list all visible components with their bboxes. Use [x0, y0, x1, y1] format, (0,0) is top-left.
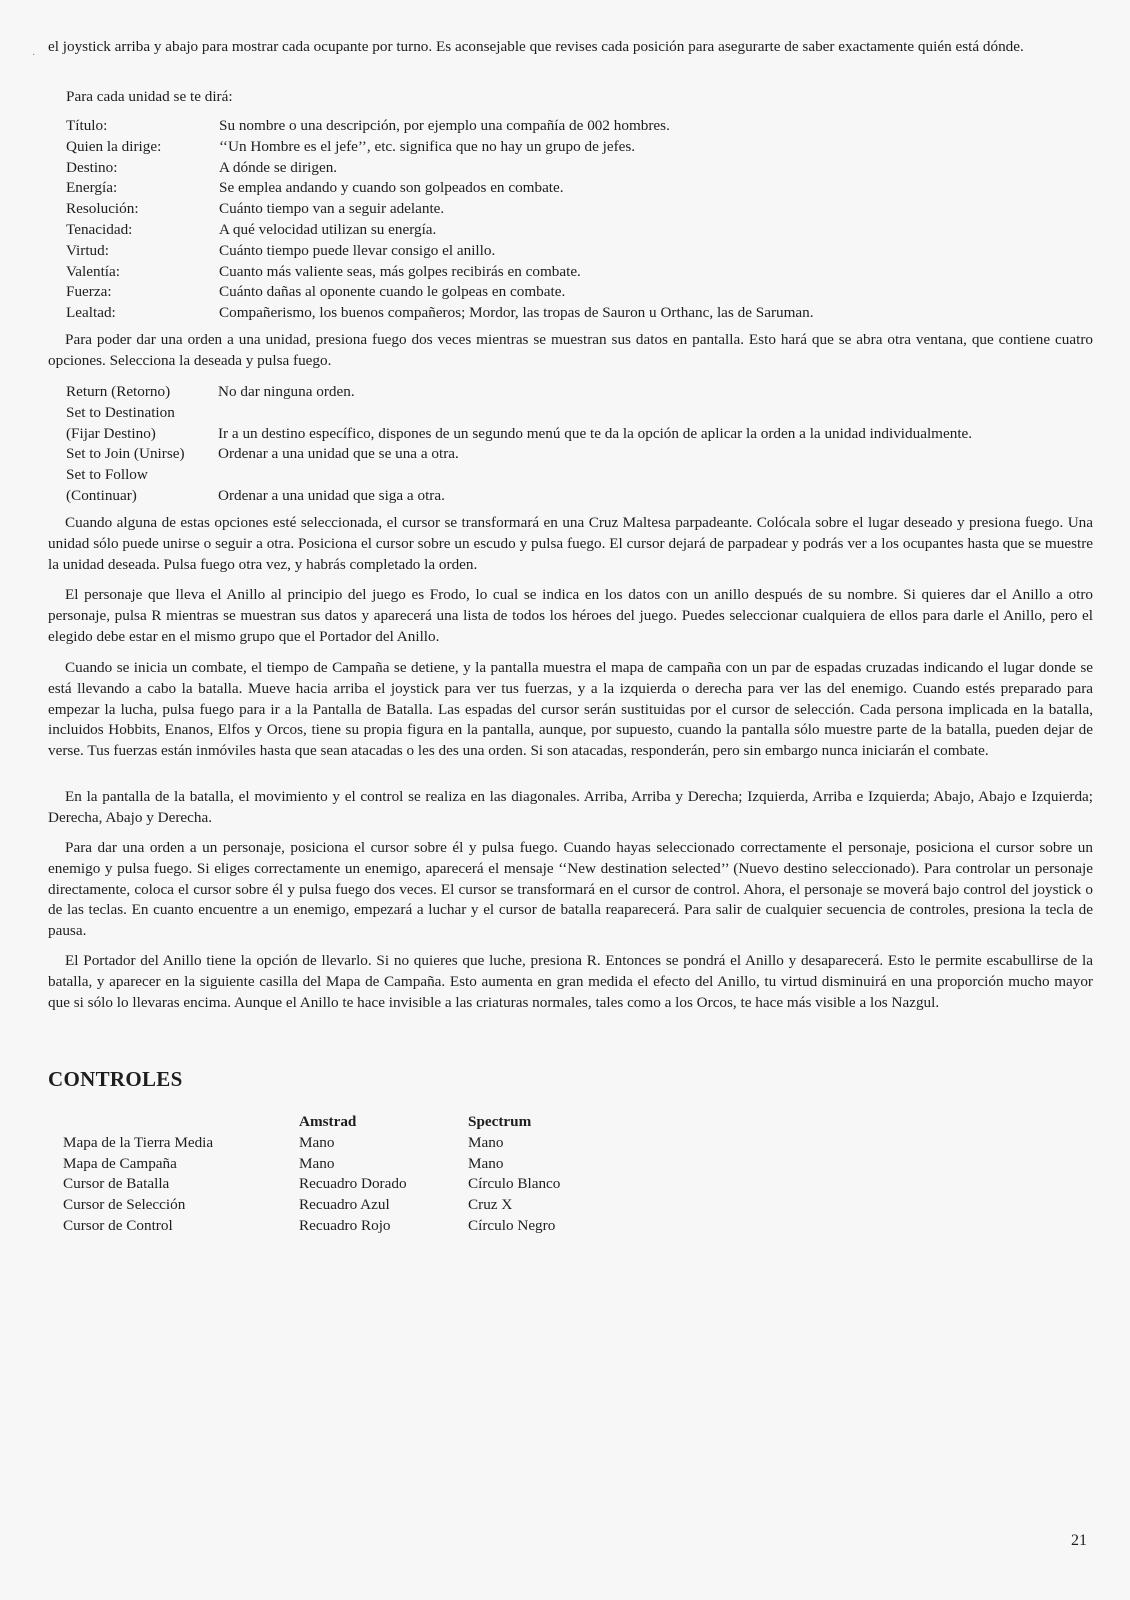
option-desc: Ir a un destino específico, dispones de un segundo menú que te da la opción de aplicar la orden a la unidad individualmente.	[218, 424, 973, 442]
list-item	[66, 262, 1096, 283]
header-spectrum: Spectrum	[468, 1113, 532, 1130]
unit-info-desc: Cuánto tiempo van a seguir adelante.	[219, 200, 445, 218]
list-item	[66, 465, 1096, 486]
control-amstrad: Recuadro Dorado	[299, 1175, 407, 1193]
unit-info-list	[66, 116, 1096, 324]
option-term: (Continuar)	[66, 486, 137, 504]
control-amstrad: Mano	[299, 1154, 335, 1172]
paragraph-intro: el joystick arriba y abajo para mostrar cada ocupante por turno. Es aconsejable que revises cada posición para asegurarte de saber exactamente quién está dónde.	[48, 38, 1024, 55]
table-row	[63, 1195, 628, 1216]
margin-dot: ·	[32, 50, 36, 61]
option-term: Set to Join (Unirse)	[66, 445, 185, 463]
table-row	[63, 1174, 628, 1195]
unit-info-desc: Cuanto más valiente seas, más golpes recibirás en combate.	[219, 262, 581, 280]
list-item	[66, 424, 1096, 445]
order-options-list	[66, 382, 1096, 507]
unit-info-term: Fuerza:	[66, 283, 112, 301]
paragraph-character-orders: Para dar una orden a un personaje, posiciona el cursor sobre él y pulsa fuego. Cuando hayas seleccionado correctamente el personaje, posiciona el cursor sobre un enemigo y pulsa fuego. Si eliges correctamente un enemigo, aparecerá el mensaje ‘‘New destination selected’’ (Nuevo destino seleccionado). Para controlar un personaje directamente, coloca el cursor sobre él y pulsa fuego dos veces. El cursor se transformará en el cursor de control. Ahora, el personaje se moverá bajo control del joystick o de las teclas. En cuanto encuentre a un enemigo, empezará a luchar y el cursor de batalla reaparecerá. Para salir de cualquier secuencia de controles, presiona la tecla de pausa.	[48, 839, 1093, 940]
list-item	[66, 137, 1096, 158]
controls-table	[63, 1112, 628, 1237]
unit-info-desc: Su nombre o una descripción, por ejemplo una compañía de 002 hombres.	[219, 117, 670, 134]
list-item	[66, 282, 1096, 303]
paragraph-movement: En la pantalla de la batalla, el movimiento y el control se realiza en las diagonales. Arriba, Arriba y Derecha; Izquierda, Arriba e Izquierda; Abajo, Abajo e Izquierda; Derecha, Abajo y Derecha.	[48, 788, 1093, 826]
table-header-row	[63, 1112, 628, 1133]
list-item	[66, 403, 1096, 424]
header-amstrad: Amstrad	[299, 1113, 357, 1130]
unit-info-desc: Cuánto dañas al oponente cuando le golpeas en combate.	[219, 283, 566, 301]
option-desc: Ordenar a una unidad que se una a otra.	[218, 445, 459, 463]
unit-info-term: Quien la dirige:	[66, 137, 162, 155]
paragraph-orders: Para poder dar una orden a una unidad, presiona fuego dos veces mientras se muestran sus datos en pantalla. Esto hará que se abra otra ventana, que contiene cuatro opciones. Selecciona la deseada y pulsa fuego.	[48, 331, 1093, 369]
control-item: Mapa de la Tierra Media	[63, 1133, 214, 1151]
page-number: 21	[1071, 1532, 1087, 1549]
list-item	[66, 382, 1096, 403]
paragraph-maltese-cross: Cuando alguna de estas opciones esté seleccionada, el cursor se transformará en una Cruz Maltesa parpadeante. Colócala sobre el lugar deseado y presiona fuego. Una unidad sólo puede unirse o seguir a otra. Posiciona el cursor sobre un escudo y pulsa fuego. El cursor dejará de parpadear y podrás ver a los ocupantes hasta que se muestre la unidad deseada. Pulsa fuego otra vez, y habrás completado la orden.	[48, 514, 1093, 573]
control-item: Cursor de Batalla	[63, 1175, 170, 1193]
unit-info-lead: Para cada unidad se te dirá:	[66, 88, 233, 105]
option-term: Return (Retorno)	[66, 383, 171, 400]
option-term: Set to Destination	[66, 403, 175, 421]
unit-info-desc: A qué velocidad utilizan su energía.	[219, 220, 437, 238]
unit-info-desc: Se emplea andando y cuando son golpeados en combate.	[219, 179, 564, 197]
option-desc	[218, 403, 1096, 424]
unit-info-desc: Cuánto tiempo puede llevar consigo el anillo.	[219, 241, 496, 259]
list-item	[66, 199, 1096, 220]
table-row	[63, 1216, 628, 1237]
unit-info-desc: ‘‘Un Hombre es el jefe’’, etc. significa que no hay un grupo de jefes.	[219, 137, 636, 155]
list-item	[66, 486, 1096, 507]
unit-info-term: Título:	[66, 117, 108, 134]
control-spectrum: Círculo Negro	[468, 1216, 556, 1234]
unit-info-term: Virtud:	[66, 241, 109, 259]
list-item	[66, 178, 1096, 199]
unit-info-term: Resolución:	[66, 200, 139, 218]
control-amstrad: Mano	[299, 1133, 335, 1151]
control-spectrum: Cruz X	[468, 1196, 513, 1214]
paragraph-ring-bearer: El personaje que lleva el Anillo al principio del juego es Frodo, lo cual se indica en los datos con un anillo después de su nombre. Si quieres dar el Anillo a otro personaje, pulsa R mientras se muestran sus datos y aparecerá una lista de todos los héroes del juego. Puedes seleccionar cualquiera de ellos para darle el Anillo, pero el elegido debe estar en el mismo grupo que el Portador del Anillo.	[48, 586, 1093, 645]
option-term: (Fijar Destino)	[66, 424, 156, 442]
control-amstrad: Recuadro Rojo	[299, 1216, 391, 1234]
list-item	[66, 220, 1096, 241]
control-spectrum: Mano	[468, 1133, 504, 1151]
control-amstrad: Recuadro Azul	[299, 1196, 390, 1214]
unit-info-term: Destino:	[66, 158, 118, 176]
table-row	[63, 1133, 628, 1154]
control-item: Mapa de Campaña	[63, 1154, 177, 1172]
option-desc: No dar ninguna orden.	[218, 383, 355, 400]
option-desc: Ordenar a una unidad que siga a otra.	[218, 486, 445, 504]
list-item	[66, 158, 1096, 179]
list-item	[66, 241, 1096, 262]
control-item: Cursor de Control	[63, 1216, 173, 1234]
list-item	[66, 444, 1096, 465]
unit-info-term: Energía:	[66, 179, 118, 197]
list-item	[66, 303, 1096, 324]
control-spectrum: Mano	[468, 1154, 504, 1172]
paragraph-ring-option: El Portador del Anillo tiene la opción de llevarlo. Si no quieres que luche, presiona R. Entonces se pondrá el Anillo y desaparecerá. Esto le permite escabullirse de la batalla, y aparecer en la siguiente casilla del Mapa de Campaña. Esto aumenta en gran medida el efecto del Anillo, tu virtud disminuirá en una proporción mucho mayor que si sólo lo llevaras encima. Aunque el Anillo te hace invisible a las criaturas normales, tales como a los Orcos, te hace más visible a los Nazgul.	[48, 952, 1093, 1011]
header-blank	[63, 1112, 299, 1133]
control-spectrum: Círculo Blanco	[468, 1175, 561, 1193]
unit-info-term: Lealtad:	[66, 304, 116, 322]
option-desc	[218, 465, 1096, 486]
unit-info-term: Tenacidad:	[66, 220, 133, 238]
option-term: Set to Follow	[66, 466, 148, 484]
control-item: Cursor de Selección	[63, 1196, 186, 1214]
unit-info-desc: Compañerismo, los buenos compañeros; Mordor, las tropas de Sauron u Orthanc, las de Saruman.	[219, 304, 814, 322]
list-item	[66, 116, 1096, 137]
controls-heading: CONTROLES	[48, 1067, 183, 1091]
paragraph-combat: Cuando se inicia un combate, el tiempo de Campaña se detiene, y la pantalla muestra el mapa de campaña con un par de espadas cruzadas indicando el lugar donde se está llevando a cabo la batalla. Mueve hacia arriba el joystick para ver tus fuerzas, y a la izquierda o derecha para ver las del enemigo. Cuando estés preparado para empezar la lucha, pulsa fuego para ir a la Pantalla de Batalla. Las espadas del cursor serán sustituidas por el cursor de selección. Cada persona implicada en la batalla, incluidos Hobbits, Enanos, Elfos y Orcos, tiene su propia figura en la pantalla, aunque, por supuesto, cuando la pantalla sólo muestre parte de la batalla, pueden dejar de verse. Tus fuerzas están inmóviles hasta que sean atacadas o les des una orden. Si son atacadas, responderán, pero sin embargo nunca iniciarán el combate.	[48, 659, 1093, 760]
unit-info-term: Valentía:	[66, 262, 120, 280]
table-row	[63, 1154, 628, 1175]
unit-info-desc: A dónde se dirigen.	[219, 158, 338, 176]
